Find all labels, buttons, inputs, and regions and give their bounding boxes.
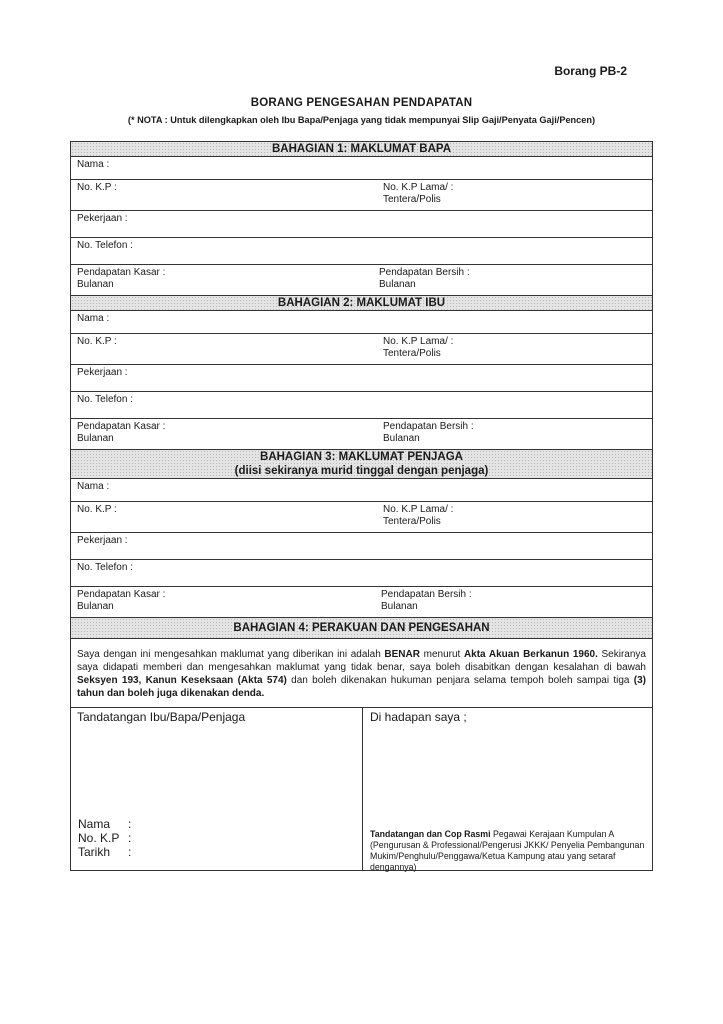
no-kp-lama-label-2: Tentera/Polis (383, 516, 441, 527)
signature-area (71, 708, 652, 870)
pendapatan-bersih-field[interactable] (379, 267, 470, 291)
section2-no-telefon-field[interactable] (71, 392, 652, 419)
no-kp-lama-field[interactable] (383, 336, 453, 360)
section1-header: BAHAGIAN 1: MAKLUMAT BAPA (71, 142, 652, 157)
section1-no-telefon-field[interactable] (71, 238, 652, 265)
section3-pekerjaan-field[interactable] (71, 533, 652, 560)
no-kp-lama-field[interactable] (383, 504, 453, 528)
section3-header (71, 450, 652, 479)
pendapatan-bersih-label-2: Bulanan (379, 279, 416, 290)
pendapatan-bersih-label: Pendapatan Bersih : (383, 421, 474, 432)
section3-pendapatan-field[interactable] (71, 587, 652, 618)
colon: : (128, 817, 132, 831)
pendapatan-kasar-label: Pendapatan Kasar : (77, 421, 166, 432)
pendapatan-kasar-label-2: Bulanan (77, 433, 114, 444)
section2-header: BAHAGIAN 2: MAKLUMAT IBU (71, 296, 652, 311)
no-kp-label: No. K.P : (77, 504, 117, 515)
witness-signature-box[interactable] (363, 708, 652, 870)
declaration-text: Saya dengan ini mengesahkan maklumat yang diberikan ini adalah BENAR menurut Akta Akuan Berkanun 1960. Sekiranya saya didapati memberi dan mengesahkan maklumat yang tidak benar, saya boleh disabitkan dengan kesalahan di bawah Seksyen 193, Kanun Keseksaan (Akta 574) dan boleh dikenakan hukuman penjara selama tempoh boleh sampai tiga (3) tahun dan boleh juga dikenakan denda. (71, 639, 652, 708)
officer-caption: Tandatangan dan Cop Rasmi Pegawai Kerajaan Kumpulan A (Pengurusan & Professional/Pengerusi JKKK/ Penyelia Pembangunan Mukim/Penghulu/Penggawa/Ketua Kampung atau yang setaraf dengannya) (370, 829, 645, 872)
no-kp-lama-label: No. K.P Lama/ : (383, 182, 454, 193)
section2-pendapatan-field[interactable] (71, 419, 652, 450)
no-kp-lama-label-2: Tentera/Polis (383, 194, 441, 205)
pekerjaan-label: Pekerjaan : (77, 535, 128, 546)
no-kp-lama-label-2: Tentera/Polis (383, 348, 441, 359)
colon: : (128, 845, 132, 859)
tarikh-line[interactable] (78, 845, 131, 859)
witness-label: Di hadapan saya ; (370, 710, 467, 724)
no-kp-label: No. K.P : (77, 336, 117, 347)
section2-pekerjaan-field[interactable] (71, 365, 652, 392)
section3-title: BAHAGIAN 3: MAKLUMAT PENJAGA (260, 451, 463, 463)
section1-pendapatan-field[interactable] (71, 265, 652, 296)
no-kp-label: No. K.P : (77, 182, 117, 193)
pekerjaan-label: Pekerjaan : (77, 213, 128, 224)
no-telefon-label: No. Telefon : (77, 394, 133, 405)
parent-signature-box[interactable] (71, 708, 363, 870)
section1-no-kp-field[interactable] (71, 180, 652, 211)
no-kp-lama-label: No. K.P Lama/ : (383, 336, 454, 347)
form-title: BORANG PENGESAHAN PENDAPATAN (250, 97, 473, 109)
pekerjaan-label: Pekerjaan : (77, 367, 128, 378)
nama-label: Nama : (77, 159, 110, 170)
pendapatan-kasar-label-2: Bulanan (77, 279, 114, 290)
pendapatan-kasar-label: Pendapatan Kasar : (77, 267, 166, 278)
colon: : (128, 831, 132, 845)
pendapatan-kasar-label-2: Bulanan (77, 601, 114, 612)
section2-nama-field[interactable] (71, 311, 652, 334)
section3-no-kp-field[interactable] (71, 502, 652, 533)
no-kp-line[interactable] (78, 831, 131, 845)
income-verification-form (70, 141, 653, 871)
pendapatan-bersih-label-2: Bulanan (381, 601, 418, 612)
signer-details (78, 817, 131, 859)
pendapatan-bersih-label: Pendapatan Bersih : (379, 267, 470, 278)
nama-label: Nama : (77, 313, 110, 324)
section1-pekerjaan-field[interactable] (71, 211, 652, 238)
section3-no-telefon-field[interactable] (71, 560, 652, 587)
pendapatan-kasar-label: Pendapatan Kasar : (77, 589, 166, 600)
no-kp-lama-label: No. K.P Lama/ : (383, 504, 454, 515)
pendapatan-bersih-field[interactable] (383, 421, 474, 445)
no-telefon-label: No. Telefon : (77, 562, 133, 573)
pendapatan-bersih-field[interactable] (381, 589, 472, 613)
no-kp-label: No. K.P (78, 831, 120, 845)
nama-line[interactable] (78, 817, 131, 831)
form-code: Borang PB-2 (554, 64, 627, 78)
tarikh-label: Tarikh (78, 845, 111, 859)
section2-no-kp-field[interactable] (71, 334, 652, 365)
nama-label: Nama (78, 817, 111, 831)
form-note: (* NOTA : Untuk dilengkapkan oleh Ibu Bapa/Penjaga yang tidak mempunyai Slip Gaji/Penyata Gaji/Pencen) (127, 115, 596, 125)
no-telefon-label: No. Telefon : (77, 240, 133, 251)
nama-label: Nama : (77, 481, 110, 492)
section1-nama-field[interactable] (71, 157, 652, 180)
section3-subtitle: (diisi sekiranya murid tinggal dengan penjaga) (234, 465, 489, 477)
section3-nama-field[interactable] (71, 479, 652, 502)
no-kp-lama-field[interactable] (383, 182, 453, 206)
signature-label: Tandatangan Ibu/Bapa/Penjaga (77, 710, 246, 724)
section4-header: BAHAGIAN 4: PERAKUAN DAN PENGESAHAN (71, 618, 652, 639)
pendapatan-bersih-label: Pendapatan Bersih : (381, 589, 472, 600)
pendapatan-bersih-label-2: Bulanan (383, 433, 420, 444)
